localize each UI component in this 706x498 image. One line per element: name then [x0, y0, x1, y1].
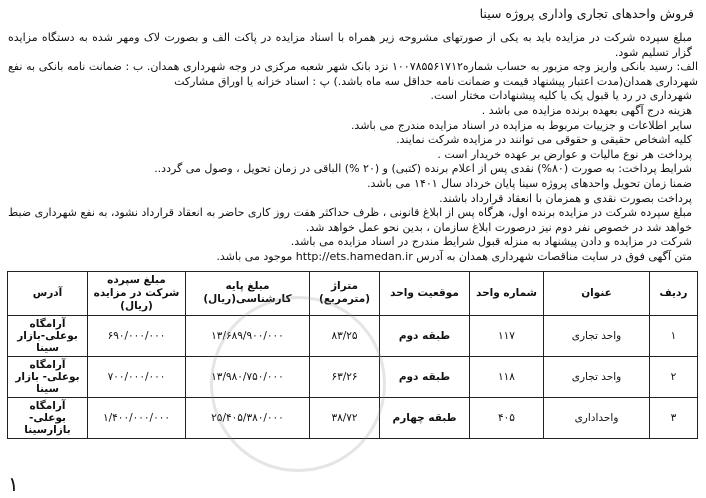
website-line-suffix: موجود می باشد. [216, 249, 296, 263]
website-link[interactable]: http://ets.hamedan.ir [295, 249, 413, 263]
paragraph: ضمنا زمان تحویل واحدهای پروژه سینا پایان خرداد سال ۱۴۰۱ می باشد. [367, 176, 692, 190]
paragraph: شهرداری در رد یا قبول یک یا کلیه پیشنهادات مختار است. [430, 89, 692, 103]
paragraph: کلیه اشخاص حقیقی و حقوقی می توانند در مزایده شرکت نمایند. [396, 133, 692, 147]
table-cell: ۶۹۰/۰۰۰/۰۰۰ [88, 315, 186, 356]
table-cell: ۳۸/۷۲ [310, 397, 380, 438]
table-cell: واحد تجاری [544, 356, 650, 397]
paragraph: پرداخت هر نوع مالیات و عوارض بر عهده خریدار است . [437, 147, 692, 161]
table-cell: ۷۰۰/۰۰۰/۰۰۰ [88, 356, 186, 397]
table-cell: آرامگاه بوعلی- بازارسینا [8, 397, 88, 438]
table-cell: ۱۱۸ [470, 356, 544, 397]
units-table [7, 271, 698, 439]
paragraph: مبلغ سپرده شرکت در مزایده باید به یکی از صورتهای مشروحه زیر همراه با اسناد مزایده در پاکت الف و بصورت لاک ومهر شده به دستگاه مزایده گزار تسلیم شود. [8, 31, 692, 59]
page-title: فروش واحدهای تجاری واداری پروژه سینا [479, 6, 694, 21]
paragraph: سایر اطلاعات و جزییات مربوط به مزایده در اسناد مزایده مندرج می باشد. [350, 118, 692, 132]
table-cell: ۳ [650, 397, 698, 438]
paragraph: هزینه درج آگهی بعهده برنده مزایده می باشد . [481, 103, 692, 117]
table-cell: طبقه چهارم [380, 397, 470, 438]
table-cell: ۴۰۵ [470, 397, 544, 438]
document-page [8, 4, 698, 439]
paragraph: شرکت در مزایده و دادن پیشنهاد به منزله قبول شرایط مندرج در اسناد مزایده می باشد. [290, 235, 692, 249]
website-line [8, 250, 698, 265]
table-cell: آرامگاه بوعلی- بازار سینا [8, 356, 88, 397]
paragraph: مبلغ سپرده شرکت در مزایده برنده اول، هرگاه پس از ابلاغ قانونی ، ظرف حداکثر هفت روز کاری حاضر به انعقاد قرارداد نشود، به نفع شهرداری ضبط خواهد شد در خصوص نفر دوم نیز درصورت ابلاغ سازمان ، بدین نحو عمل خواهد شد. [8, 206, 692, 234]
header-cell: مبلغ سپرده شرکت در مزایده (ریال) [88, 271, 186, 315]
page-corner-mark: ۱ [8, 472, 19, 496]
table-cell: طبقه دوم [380, 315, 470, 356]
header-cell: آدرس [8, 271, 88, 315]
table-row [8, 397, 698, 438]
header-cell: شماره واحد [470, 271, 544, 315]
table-row [8, 315, 698, 356]
table-cell: ۱۳/۶۸۹/۹۰۰/۰۰۰ [186, 315, 310, 356]
table-cell: ۶۳/۲۶ [310, 356, 380, 397]
table-cell: ۱۱۷ [470, 315, 544, 356]
table-cell: ۱ [650, 315, 698, 356]
paragraph: شرایط پرداخت: به صورت (۸۰%) نقدی پس از اعلام برنده (کتبی) و (۲۰ %) الباقی در زمان تحویل ، وصول می گردد.. [154, 162, 692, 176]
table-row [8, 356, 698, 397]
website-line-text: متن آگهی فوق در سایت مناقصات شهرداری همدان به آدرس [412, 249, 692, 263]
header-cell: عنوان [544, 271, 650, 315]
paragraph: پرداخت بصورت نقدی و همزمان با انعقاد قرارداد باشند. [439, 191, 692, 205]
table-cell: طبقه دوم [380, 356, 470, 397]
header-cell: ردیف [650, 271, 698, 315]
header-cell: متراژ (مترمربع) [310, 271, 380, 315]
table-cell: ۲۵/۴۰۵/۳۸۰/۰۰۰ [186, 397, 310, 438]
header-cell: مبلغ پایه کارشناسی(ریال) [186, 271, 310, 315]
table-header-row [8, 271, 698, 315]
header-cell: موقعیت واحد [380, 271, 470, 315]
table-cell: ۲ [650, 356, 698, 397]
table-cell: ۱۳/۹۸۰/۷۵۰/۰۰۰ [186, 356, 310, 397]
table-cell: واحد تجاری [544, 315, 650, 356]
body-text [8, 31, 698, 265]
paragraph: الف: رسید بانکی واریز وجه مزبور به حساب شماره۱۰۰۷۸۵۵۶۱۷۱۲ نزد بانک شهر شعبه مرکزی در وجه شهرداری همدان. ب : ضمانت نامه بانکی به نفع شهرداری همدان(مدت اعتبار پیشنهاد قیمت و ضمانت نامه حداقل سه ماه باشد.) پ : اسناد خزانه یا اوراق مشارکت [8, 60, 699, 88]
table-cell: ۸۳/۲۵ [310, 315, 380, 356]
table-cell: آرامگاه بوعلی-بازار سینا [8, 315, 88, 356]
table-cell: ۱/۴۰۰/۰۰۰/۰۰۰ [88, 397, 186, 438]
table-cell: واحداداری [544, 397, 650, 438]
